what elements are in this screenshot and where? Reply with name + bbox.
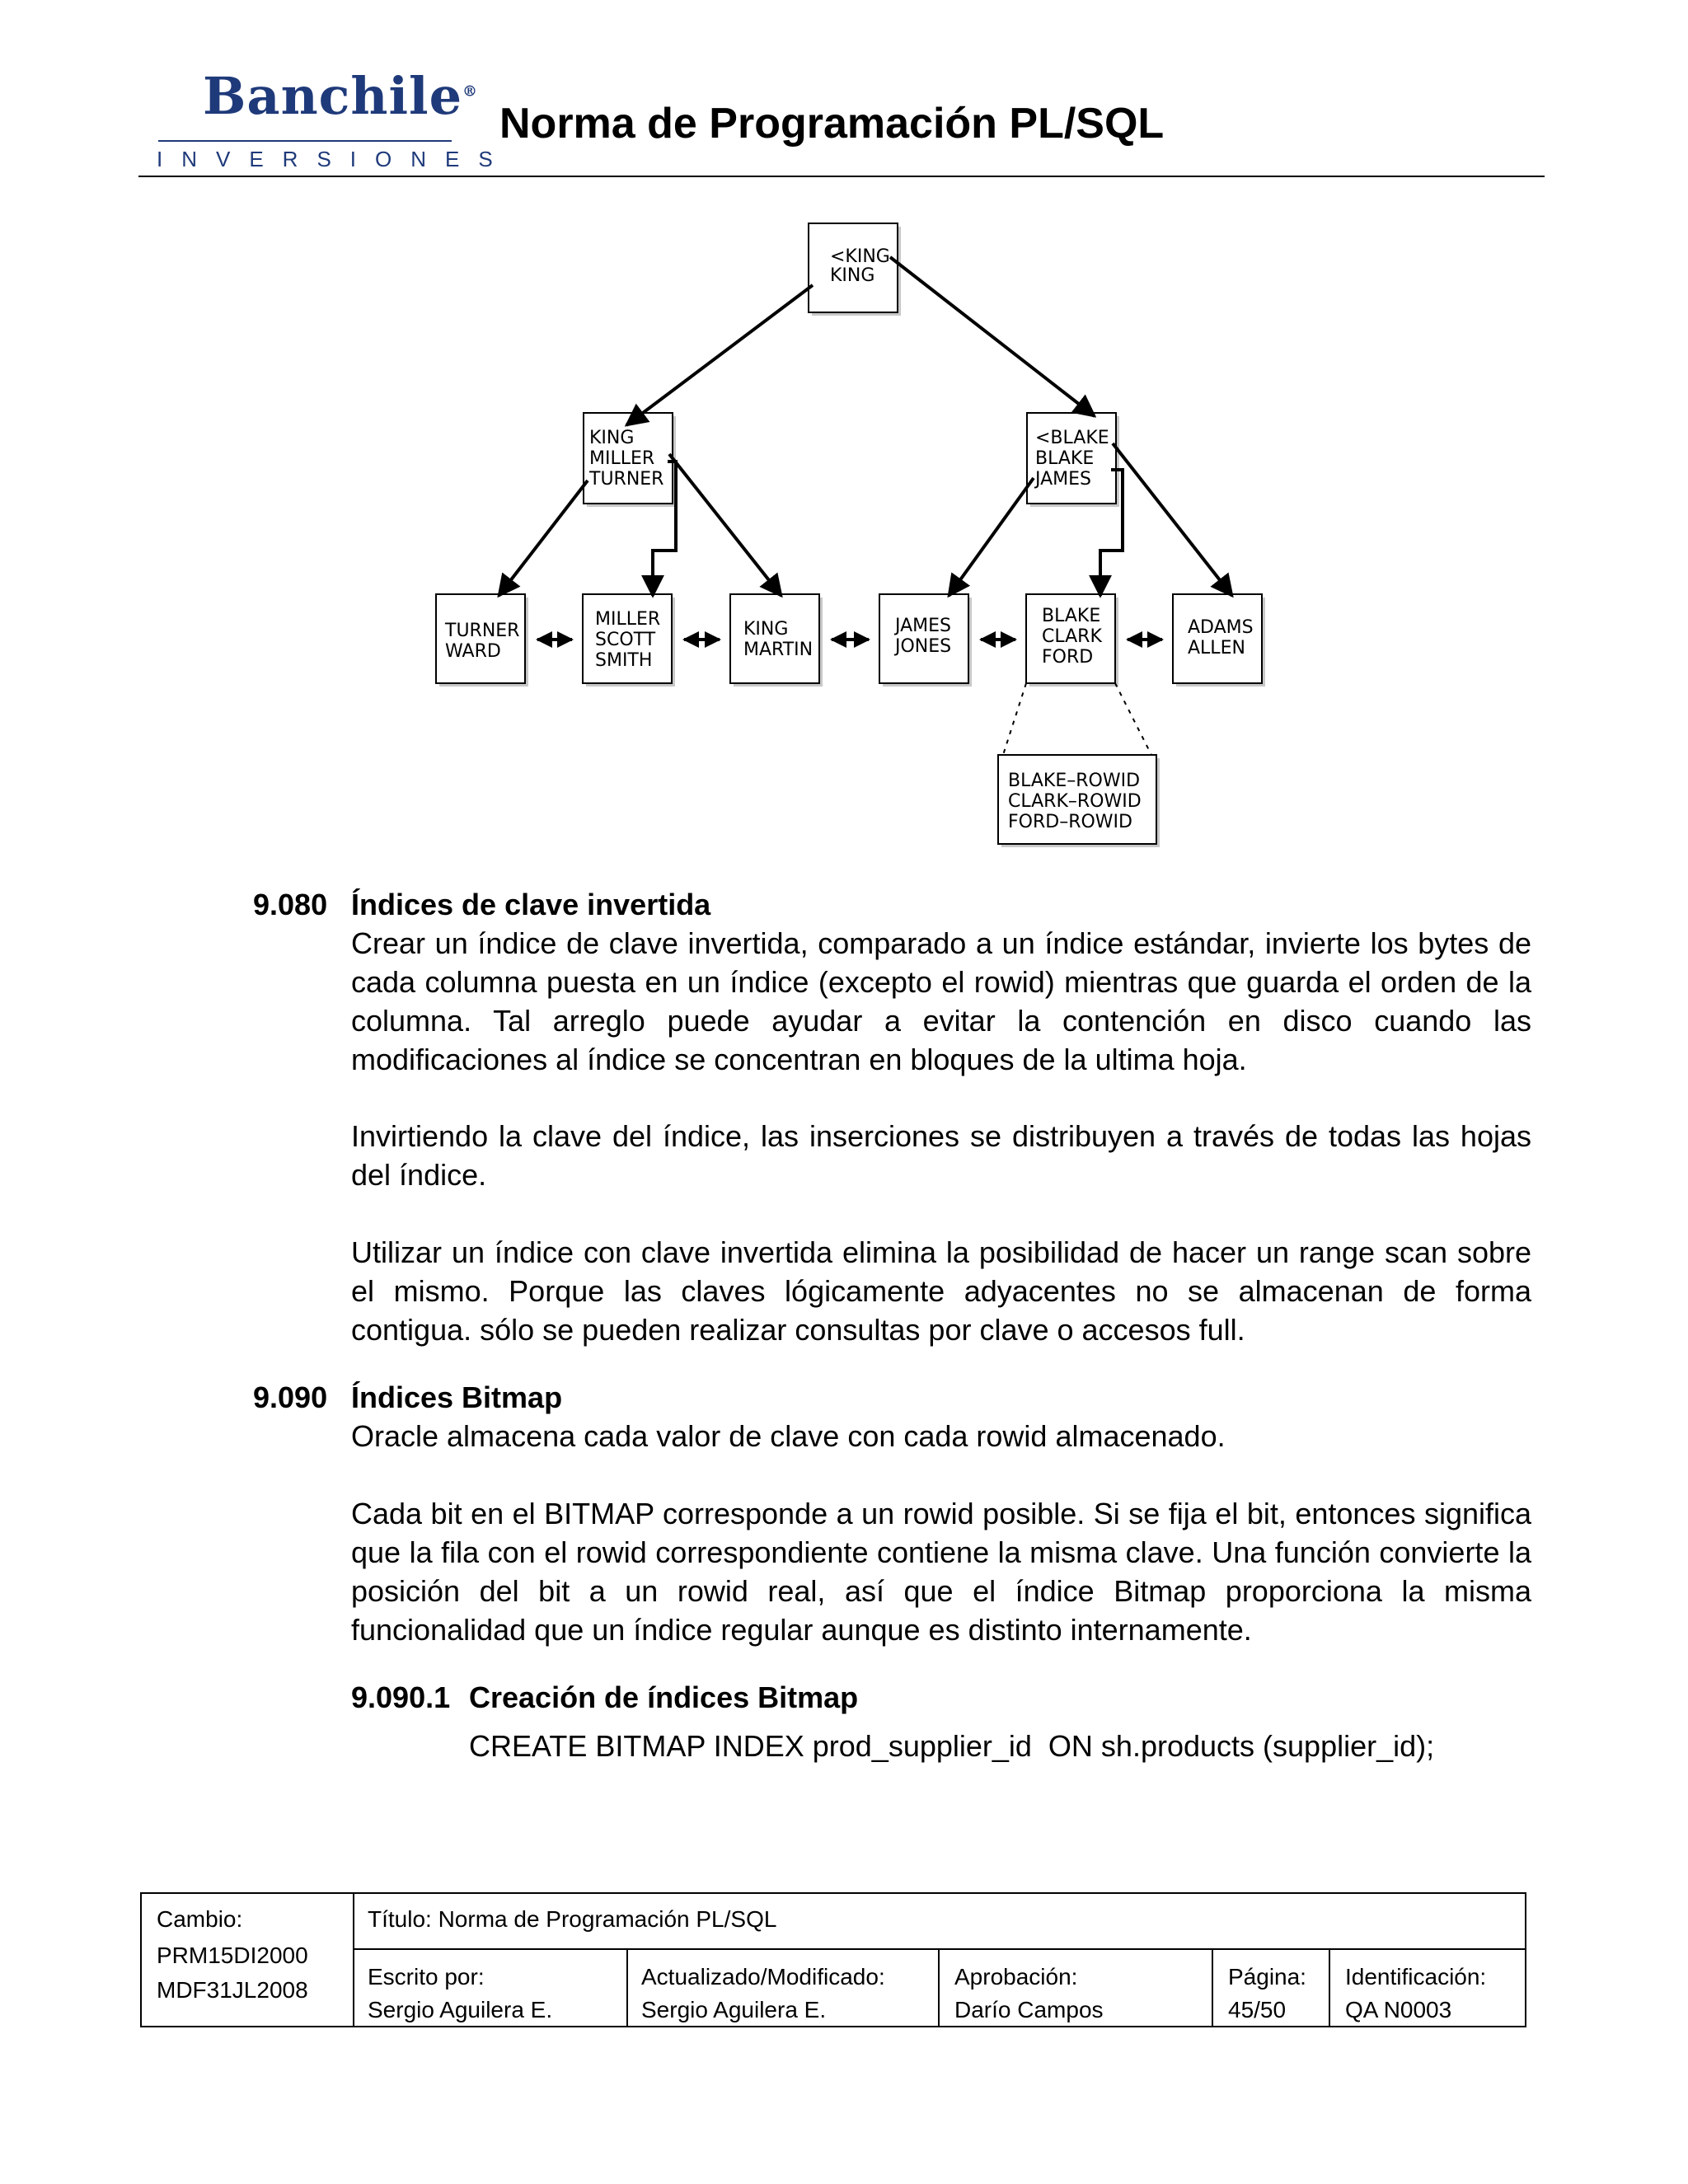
leaf-5-key-3: FORD [1042, 647, 1094, 668]
arrow-root-to-right [890, 257, 1095, 416]
footer-cambio-label: Cambio: [157, 1906, 243, 1932]
section-title-9090: Índices Bitmap [351, 1380, 563, 1414]
arrow-left-to-leaf3 [669, 454, 781, 596]
footer-table [140, 1892, 1526, 2027]
arrow-root-to-left [626, 285, 813, 425]
footer-ident-label: Identificación: [1345, 1964, 1487, 1990]
right-branch-key-3: JAMES [1035, 469, 1091, 490]
footer-divider-v4 [1212, 1948, 1213, 2026]
rowid-entry-3: FORD–ROWID [1008, 812, 1132, 832]
footer-divider-v1 [353, 1894, 354, 2026]
footer-aprobacion-value: Darío Campos [954, 1997, 1104, 2022]
section-number-9090: 9.090 [253, 1380, 328, 1414]
rowid-entry-1: BLAKE–ROWID [1008, 771, 1141, 791]
header-rule [138, 176, 1545, 177]
left-branch-key-2: MILLER [589, 448, 655, 469]
leaf-4-key-1: JAMES [895, 616, 951, 636]
footer-divider-v2 [626, 1948, 628, 2026]
paragraph-9080-1: Crear un índice de clave invertida, comparado a un índice estándar, invierte los bytes de cada columna puesta en un índice (excepto el rowid) mientras que guarda el orden de la columna. Tal arreglo puede ayudar a evitar la contención en disco cuando las modificaciones al índice se concentran en bloques de la ultima hoja. [351, 926, 1531, 1076]
footer-actualizado-label: Actualizado/Modificado: [641, 1964, 885, 1990]
leaf-2-key-2: SCOTT [595, 630, 656, 650]
footer-aprobacion-label: Aprobación: [954, 1964, 1078, 1990]
leaf-1-key-2: WARD [445, 641, 501, 662]
footer-cambio-1: PRM15DI2000 [157, 1943, 308, 1968]
logo-name: Banchile [203, 66, 463, 126]
logo-divider [158, 140, 452, 142]
footer-escrito-value: Sergio Aguilera E. [368, 1997, 553, 2022]
leaf-2-key-1: MILLER [595, 609, 661, 630]
leaf-5-key-1: BLAKE [1042, 606, 1101, 626]
leaf-3-key-2: MARTIN [743, 640, 814, 660]
section-number-90901: 9.090.1 [351, 1680, 451, 1714]
rowid-link-right [1115, 683, 1151, 755]
section-number-9080: 9.080 [253, 888, 328, 921]
left-branch-key-1: KING [589, 428, 635, 448]
footer-cambio-2: MDF31JL2008 [157, 1977, 308, 2003]
rowid-entry-2: CLARK–ROWID [1008, 791, 1142, 812]
footer-titulo: Título: Norma de Programación PL/SQL [368, 1906, 777, 1932]
code-create-bitmap-index: CREATE BITMAP INDEX prod_supplier_id ON sh.products (supplier_id); [469, 1729, 1435, 1763]
right-branch-key-1: <BLAKE [1035, 428, 1109, 448]
document-title: Norma de Programación PL/SQL [499, 100, 1165, 148]
logo-subtitle: INVERSIONES [157, 147, 512, 171]
logo-registered-mark: ® [462, 82, 479, 101]
footer-actualizado-value: Sergio Aguilera E. [641, 1997, 827, 2022]
footer-divider-v3 [938, 1948, 940, 2026]
arrow-right-to-leaf4 [949, 478, 1034, 596]
paragraph-9080-2: Invirtiendo la clave del índice, las inserciones se distribuyen a través de todas las hojas del índice. [351, 1119, 1531, 1192]
left-branch-key-3: TURNER [589, 469, 664, 490]
root-key-2: KING [830, 265, 875, 286]
leaf-5-key-2: CLARK [1042, 626, 1102, 647]
company-logo [203, 66, 479, 126]
leaf-4-key-2: JONES [895, 636, 952, 657]
footer-pagina-label: Página: [1228, 1964, 1306, 1990]
paragraph-9090-2: Cada bit en el BITMAP corresponde a un rowid posible. Si se fija el bit, entonces significa que la fila con el rowid correspondiente contiene la misma clave. Una función convierte la posición del bit a un rowid real, así que el índice Bitmap proporciona la misma funcionalidad que un índice regular aunque es distinto internamente. [351, 1497, 1531, 1647]
paragraph-9090-1: Oracle almacena cada valor de clave con cada rowid almacenado. [351, 1419, 1226, 1453]
paragraph-9080-3: Utilizar un índice con clave invertida elimina la posibilidad de hacer un range scan sobre el mismo. Porque las claves lógicamente adyacentes no se almacenan de forma contigua. sólo se pueden realizar consultas por clave o accesos full. [351, 1235, 1531, 1347]
rowid-link-left [1003, 683, 1026, 755]
btree-index-diagram [429, 221, 1269, 855]
root-key-1: <KING [830, 246, 890, 267]
footer-ident-value: QA N0003 [1345, 1997, 1452, 2022]
arrow-left-to-leaf1 [499, 480, 588, 596]
leaf-6-key-2: ALLEN [1188, 638, 1245, 658]
footer-divider-v5 [1329, 1948, 1330, 2026]
footer-pagina-value: 45/50 [1228, 1997, 1287, 2022]
leaf-6-key-1: ADAMS [1188, 617, 1254, 638]
right-branch-key-2: BLAKE [1035, 448, 1095, 469]
footer-escrito-label: Escrito por: [368, 1964, 485, 1990]
section-title-9080: Índices de clave invertida [351, 888, 711, 921]
leaf-2-key-3: SMITH [595, 650, 653, 671]
leaf-3-key-1: KING [743, 619, 789, 640]
arrow-right-to-leaf6 [1113, 443, 1232, 596]
section-title-90901: Creación de índices Bitmap [469, 1680, 859, 1714]
leaf-1-key-1: TURNER [445, 621, 520, 641]
